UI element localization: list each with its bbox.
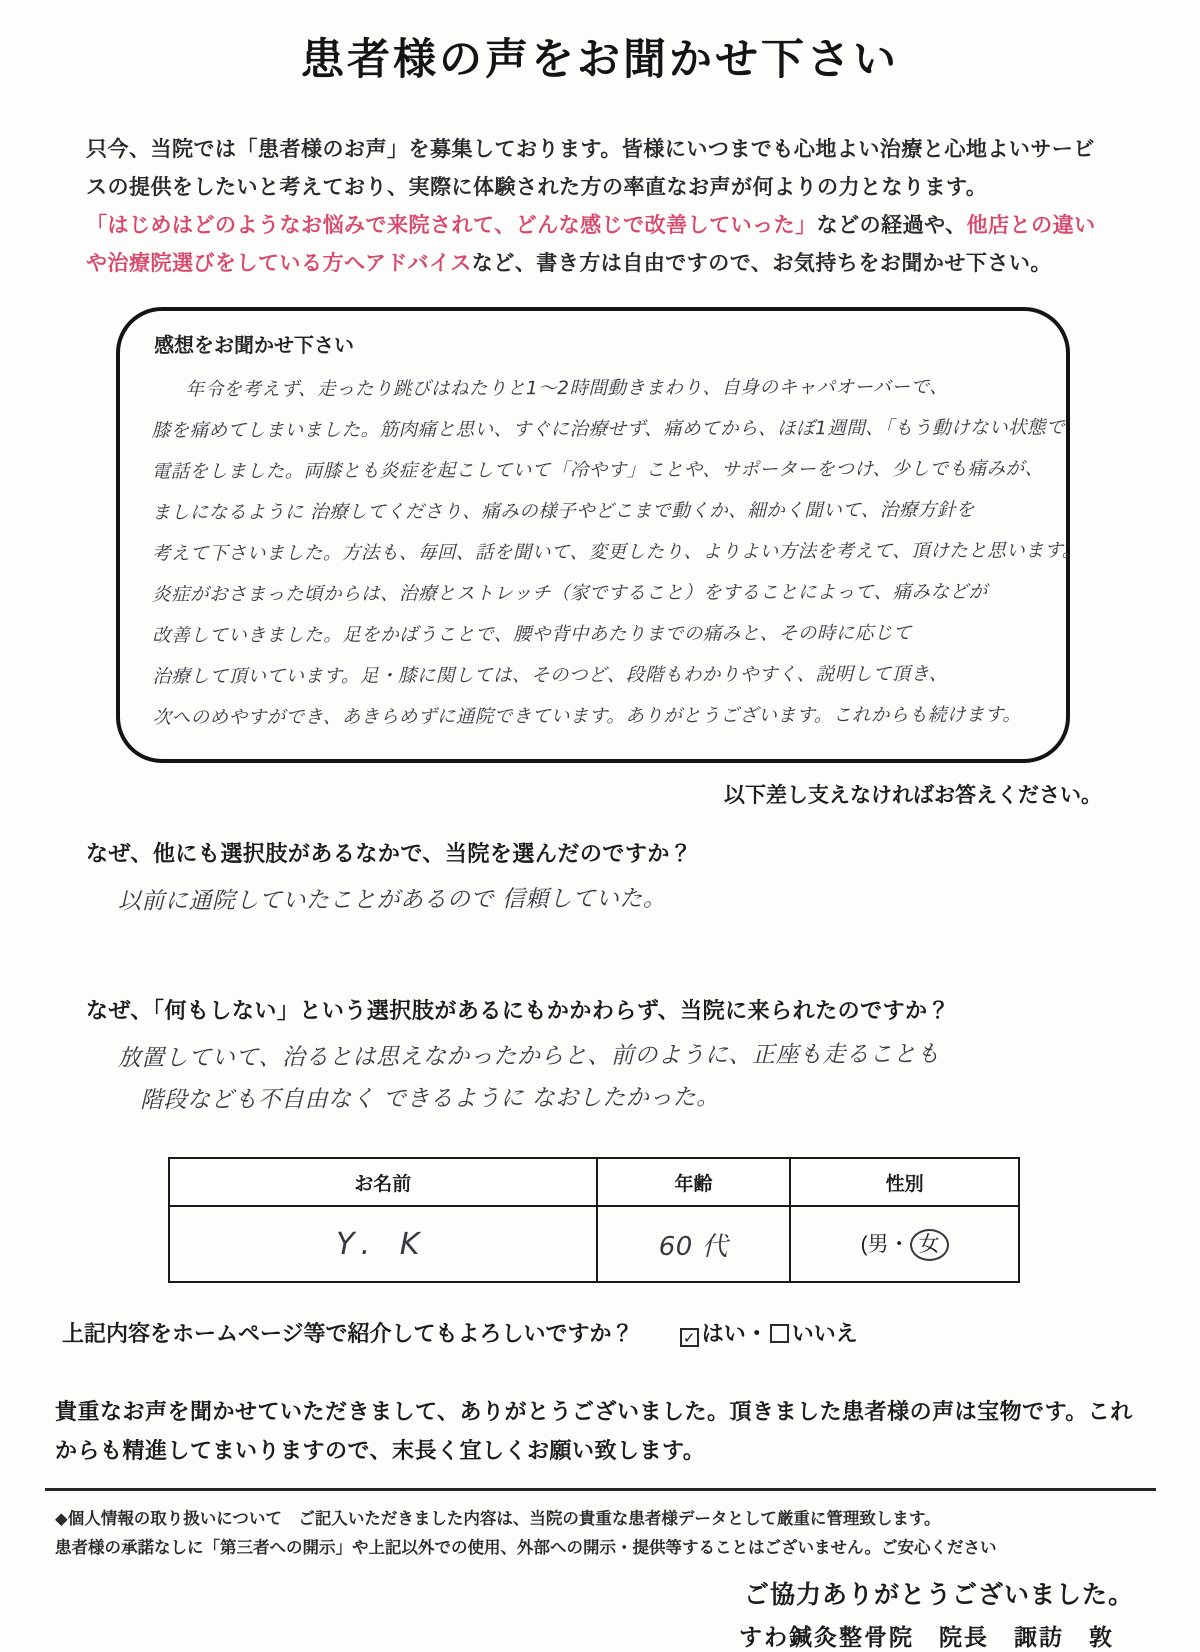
consent-checkbox-no-unchecked (770, 1324, 789, 1343)
consent-separator: ・ (745, 1321, 768, 1346)
feedback-line: 次へのめやすができ、あきらめずに通院できています。ありがとうございます。これからも続けます。 (152, 704, 1022, 729)
respondent-name-value: Y. K (169, 1206, 597, 1282)
question-2-answer-line-1: 放置していて、治るとは思えなかったからと、前のように、正座も走ることも (117, 1041, 941, 1072)
col-header-age: 年齢 (597, 1158, 791, 1206)
feedback-line: ましになるように 治療してくださり、痛みの様子やどこまで動くか、細かく聞いて、治療方針を (151, 499, 975, 524)
intro-paragraph (86, 131, 1112, 283)
consent-label-no: いいえ (791, 1321, 858, 1346)
respondent-table-value-row (169, 1206, 1019, 1282)
gender-selected-female: 女 (910, 1229, 949, 1261)
question-2-answer-line-2: 階段なども不自由なく できるように なおしたかった。 (140, 1084, 720, 1114)
publish-consent-question: 上記内容をホームページ等で紹介してもよろしいですか？ (62, 1321, 634, 1346)
gender-options-text: (男・ (860, 1232, 910, 1256)
question-1: なぜ、他にも選択肢があるなかで、当院を選んだのですか？ (86, 841, 693, 866)
feedback-box (116, 307, 1081, 763)
cooperation-thanks: ご協力ありがとうございました。 (743, 1581, 1134, 1609)
page-title: 患者様の声をお聞かせ下さい (301, 36, 899, 84)
feedback-line: 改善していきました。足をかばうことで、腰や背中あたりまでの痛みと、その時に応じて (152, 622, 912, 647)
consent-label-yes: はい (701, 1321, 746, 1346)
privacy-line-2: 患者様の承諾なしに「第三者への開示」や上記以外での使用、外部への開示・提供等することはございません。ご安心ください (55, 1539, 997, 1557)
feedback-line: 年令を考えず、走ったり跳びはねたりと1〜2時間動きまわり、自身のキャパオーバーで、 (185, 376, 949, 401)
respondent-age-value: 60 代 (597, 1206, 791, 1282)
feedback-box-label: 感想をお聞かせ下さい (154, 335, 354, 357)
feedback-line: 膝を痛めてしまいました。筋肉痛と思い、すぐに治療せず、痛めてから、ほぼ1週間、「もう動けない状態で (151, 417, 1066, 442)
intro-text-black-3: など、書き方は自由ですので、お気持ちをお聞かせ下さい。 (471, 252, 1052, 275)
consent-checkbox-yes-checked: ✓ (680, 1328, 699, 1347)
respondent-table-header-row (169, 1158, 1019, 1206)
section-divider (45, 1488, 1156, 1491)
intro-text-black-1: 只今、当院では「患者様のお声」を募集しております。皆様にいつまでも心地よい治療と心地よいサービスの提供をしたいと考えており、実際に体験された方の率直なお声が何よりの力となります。 (86, 138, 1095, 199)
feedback-handwritten-text (151, 366, 1081, 738)
privacy-line-1: ◆個人情報の取り扱いについて ご記入いただきました内容は、当院の貴重な患者様データとして厳重に管理致します。 (55, 1510, 941, 1528)
respondent-gender-value (790, 1206, 1019, 1282)
intro-text-red-2: 他店との違いや治療院選びをしている方へアドバイス (86, 214, 1096, 275)
feedback-line: 炎症がおさまった頃からは、治療とストレッチ（家ですること）をすることによって、痛みなどが (152, 581, 988, 606)
closing-message: 貴重なお声を聞かせていただきまして、ありがとうございました。頂きました患者様の声は宝物です。これからも精進してまいりますので、末長く宜しくお願い致します。 (55, 1399, 1133, 1463)
question-2: なぜ、「何もしない」という選択肢があるにもかかわらず、当院に来られたのですか？ (86, 998, 951, 1023)
feedback-line: 治療して頂いています。足・膝に関しては、そのつど、段階もわかりやすく、説明して頂き、 (152, 663, 948, 688)
respondent-table (168, 1157, 1020, 1283)
feedback-line: 考えて下さいました。方法も、毎回、話を聞いて、変更したり、よりよい方法を考えて、頂けたと思います。 (151, 540, 1081, 565)
question-1-answer: 以前に通院していたことがあるので 信頼していた。 (117, 885, 667, 915)
optional-answer-note: 以下差し支えなければお答えください。 (724, 784, 1102, 807)
clinic-signature: すわ鍼灸整骨院 院長 諏訪 敦 (739, 1624, 1114, 1650)
question-2-answer (118, 1032, 1120, 1121)
col-header-gender: 性別 (790, 1158, 1019, 1206)
col-header-name: お名前 (169, 1158, 597, 1206)
intro-text-black-2: などの経過や、 (816, 214, 967, 237)
intro-text-red-1: 「はじめはどのようなお悩みで来院されて、どんな感じで改善していった」 (86, 214, 817, 237)
privacy-notice (55, 1505, 1148, 1563)
feedback-line: 電話をしました。両膝とも炎症を起こしていて「冷やす」ことや、サポーターをつけ、少しでも痛みが、 (151, 458, 1044, 483)
publish-consent-row (62, 1317, 1140, 1348)
